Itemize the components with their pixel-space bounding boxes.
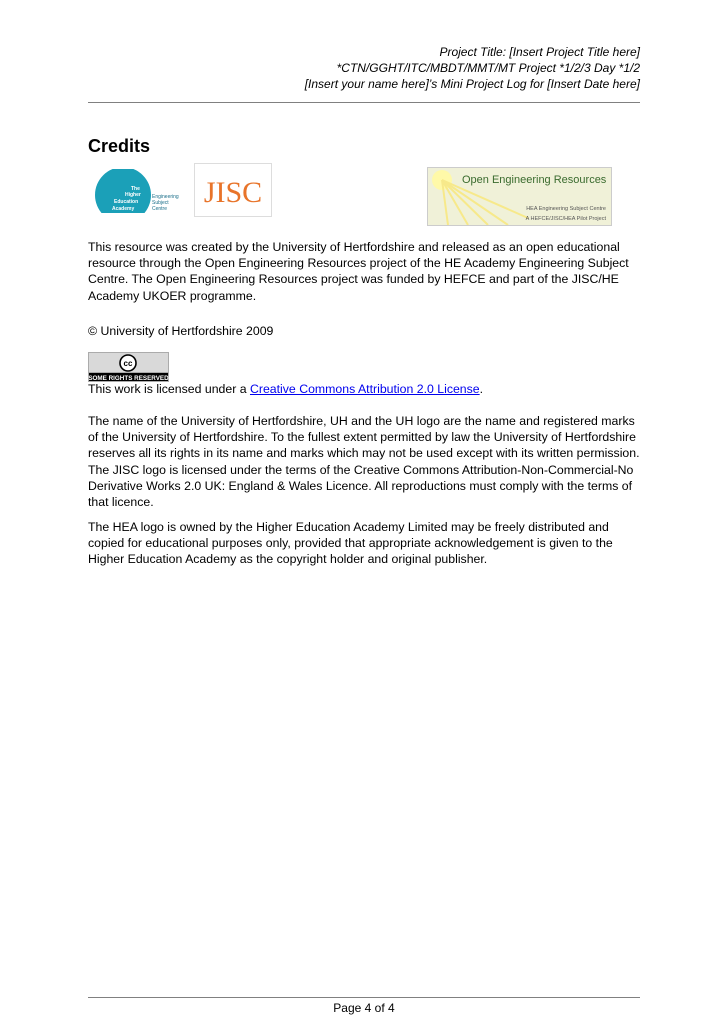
cc-badge-text: SOME RIGHTS RESERVED <box>88 375 169 382</box>
oer-logo-graphic <box>428 168 611 225</box>
hea-logo-word-2: Higher <box>125 192 141 198</box>
uh-marks-paragraph: The name of the University of Hertfordshire, UH and the UH logo are the name and registered marks of the University of Hertfordshire. To the fullest extent permitted by law the University of Hertfordshire reserves all its rights in its name and marks which may not be used except with its written permission. <box>88 414 640 461</box>
license-prefix: This work is licensed under a <box>88 382 250 396</box>
cc-license-link[interactable]: Creative Commons Attribution 2.0 License <box>249 382 480 396</box>
license-suffix: . <box>479 382 484 396</box>
page-header <box>305 44 640 92</box>
cc-badge[interactable] <box>88 352 169 382</box>
hea-logo-word-4: Academy <box>112 206 135 212</box>
hea-logo-side-3: Centre <box>152 206 168 212</box>
cc-badge-symbol: cc <box>123 359 133 368</box>
hea-logo-side-2: Subject <box>152 200 169 206</box>
intro-paragraph: This resource was created by the University of Hertfordshire and released as an open educational resource through the Open Engineering Resources project of the HE Academy Engineering Subject Centre. The Open Engineering Resources project was funded by HEFCE and part of the JISC/HE Academy UKOER programme. <box>88 240 629 303</box>
license-line <box>88 381 643 397</box>
hea-logo-word-3: Education <box>114 199 139 205</box>
page-number: Page 4 of 4 <box>333 1001 395 1015</box>
hea-logo-graphic <box>88 169 183 215</box>
hea-logo-paragraph: The HEA logo is owned by the Higher Education Academy Limited may be freely distributed and copied for educational purposes only, provided that appropriate acknowledgement is given to the Higher Education Academy as the copyright holder and original publisher. <box>88 520 613 567</box>
oer-logo-title: Open Engineering Resources <box>462 174 607 186</box>
footer-rule <box>88 997 640 998</box>
cc-badge-graphic <box>88 352 169 382</box>
header-project-title: Project Title: [Insert Project Title here] <box>439 45 640 59</box>
header-rule <box>88 102 640 103</box>
copyright-line: © University of Hertfordshire 2009 <box>88 324 274 338</box>
hea-logo-side-1: Engineering <box>152 194 179 200</box>
oer-logo-sub-1: HEA Engineering Subject Centre <box>526 206 606 212</box>
jisc-logo-graphic <box>195 164 271 216</box>
oer-logo-sub-2: A HEFCE/JISC/HEA Pilot Project <box>525 216 606 222</box>
jisc-logo-paragraph: The JISC logo is licensed under the terms of the Creative Commons Attribution-Non-Commercial-No Derivative Works 2.0 UK: England & Wales Licence. All reproductions must comply with the terms of that licence. <box>88 463 634 510</box>
header-log-line: [Insert your name here]’s Mini Project Log for [Insert Date here] <box>304 77 640 91</box>
page-title: Credits <box>88 136 151 156</box>
hea-logo <box>88 169 183 215</box>
header-project-code: *CTN/GGHT/ITC/MBDT/MMT/MT Project *1/2/3 Day *1/2 <box>336 61 640 75</box>
oer-logo <box>427 167 612 226</box>
hea-logo-word-1: The <box>131 186 140 192</box>
jisc-logo-text: JISC <box>203 176 263 209</box>
jisc-logo <box>194 163 272 217</box>
